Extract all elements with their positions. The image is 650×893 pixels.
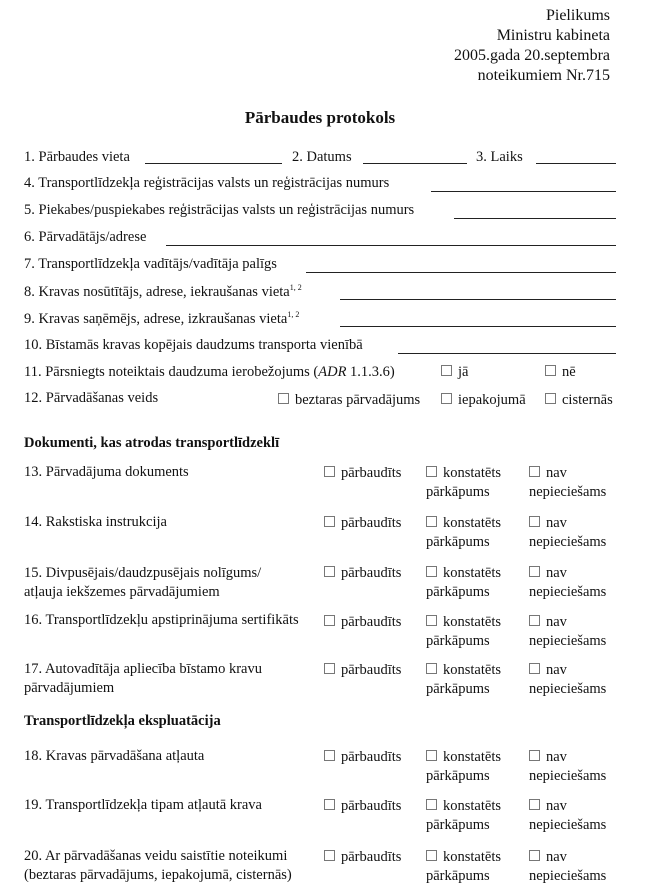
- field-12-opt-packaged[interactable]: iepakojumā: [441, 392, 526, 409]
- item-20-violation[interactable]: konstatēts pārkāpums: [426, 849, 501, 884]
- field-12-opt-bulk[interactable]: beztaras pārvadājums: [278, 392, 420, 409]
- field-11-label: 11. Pārsniegts noteiktais daudzuma ierobežojums (ADR 1.1.3.6): [24, 364, 395, 380]
- item-16-checked[interactable]: pārbaudīts: [324, 613, 401, 632]
- field-7-input[interactable]: [306, 272, 616, 273]
- item-18-checked[interactable]: pārbaudīts: [324, 748, 401, 767]
- field-12-opt-tank[interactable]: cisternās: [545, 392, 613, 409]
- item-18-label: 18. Kravas pārvadāšana atļauta: [24, 748, 205, 764]
- field-5-input[interactable]: [454, 218, 616, 219]
- field-time-input[interactable]: [536, 163, 616, 164]
- checkbox-icon[interactable]: [426, 663, 437, 674]
- field-5-label: 5. Piekabes/puspiekabes reģistrācijas valsts un reģistrācijas numurs: [24, 202, 415, 218]
- field-12-label: 12. Pārvadāšanas veids: [24, 390, 159, 406]
- checkbox-icon[interactable]: [426, 615, 437, 626]
- field-8-label: 8. Kravas nosūtītājs, adrese, iekraušanas vieta$^{1, 2}$: [24, 283, 302, 300]
- checkbox-icon[interactable]: [324, 850, 335, 861]
- checkbox-icon[interactable]: [529, 566, 540, 577]
- item-13-not-needed[interactable]: nav nepieciešams: [529, 465, 607, 500]
- item-14-checked[interactable]: pārbaudīts: [324, 514, 401, 533]
- field-11-yes[interactable]: jā: [441, 364, 468, 381]
- item-14-label: 14. Rakstiska instrukcija: [24, 514, 167, 530]
- checkbox-icon[interactable]: [278, 393, 289, 404]
- field-11-no[interactable]: nē: [545, 364, 576, 381]
- checkbox-icon[interactable]: [426, 799, 437, 810]
- item-20-not-needed[interactable]: nav nepieciešams: [529, 849, 607, 884]
- item-15-label: 15. Divpusējais/daudzpusējais nolīgums/ atļauja iekšzemes pārvadājumiem: [24, 565, 262, 600]
- checkbox-icon[interactable]: [426, 850, 437, 861]
- field-10-label: 10. Bīstamās kravas kopējais daudzums transporta vienībā: [24, 337, 363, 353]
- field-9-input[interactable]: [340, 326, 616, 327]
- item-17-checked[interactable]: pārbaudīts: [324, 661, 401, 680]
- checkbox-icon[interactable]: [529, 615, 540, 626]
- field-10-input[interactable]: [398, 353, 616, 354]
- checkbox-icon[interactable]: [529, 799, 540, 810]
- checkbox-icon[interactable]: [529, 663, 540, 674]
- item-19-checked[interactable]: pārbaudīts: [324, 797, 401, 816]
- checkbox-icon[interactable]: [426, 516, 437, 527]
- checkbox-icon[interactable]: [324, 799, 335, 810]
- checkbox-icon[interactable]: [529, 750, 540, 761]
- checkbox-icon[interactable]: [324, 750, 335, 761]
- field-4-input[interactable]: [431, 191, 616, 192]
- item-15-not-needed[interactable]: nav nepieciešams: [529, 565, 607, 600]
- field-date-input[interactable]: [363, 163, 467, 164]
- item-17-violation[interactable]: konstatēts pārkāpums: [426, 662, 501, 697]
- item-13-checked[interactable]: pārbaudīts: [324, 464, 401, 483]
- checkbox-icon[interactable]: [441, 365, 452, 376]
- field-9-label: 9. Kravas saņēmējs, adrese, izkraušanas vieta$^{1, 2}$: [24, 310, 300, 327]
- checkbox-icon[interactable]: [545, 393, 556, 404]
- field-8-input[interactable]: [340, 299, 616, 300]
- page-title: Pārbaudes protokols: [244, 108, 396, 127]
- header-line-3: 2005.gada 20.septembra: [454, 47, 610, 64]
- field-place-input[interactable]: [145, 163, 282, 164]
- item-17-label: 17. Autovadītāja apliecība bīstamo kravu pārvadājumiem: [24, 661, 262, 696]
- item-18-not-needed[interactable]: nav nepieciešams: [529, 749, 607, 784]
- field-time-label: 3. Laiks: [476, 149, 523, 165]
- checkbox-icon[interactable]: [324, 663, 335, 674]
- checkbox-icon[interactable]: [529, 466, 540, 477]
- item-20-checked[interactable]: pārbaudīts: [324, 848, 401, 867]
- checkbox-icon[interactable]: [324, 566, 335, 577]
- item-13-violation[interactable]: konstatēts pārkāpums: [426, 465, 501, 500]
- field-6-input[interactable]: [166, 245, 616, 246]
- checkbox-icon[interactable]: [529, 516, 540, 527]
- field-6-label: 6. Pārvadātājs/adrese: [24, 229, 147, 245]
- field-date-label: 2. Datums: [292, 149, 352, 165]
- item-17-not-needed[interactable]: nav nepieciešams: [529, 662, 607, 697]
- item-16-label: 16. Transportlīdzekļu apstiprinājuma sertifikāts: [24, 612, 299, 628]
- item-19-violation[interactable]: konstatēts pārkāpums: [426, 798, 501, 833]
- checkbox-icon[interactable]: [324, 615, 335, 626]
- checkbox-icon[interactable]: [545, 365, 556, 376]
- header-line-1: Pielikums: [545, 7, 610, 24]
- checkbox-icon[interactable]: [324, 516, 335, 527]
- item-14-violation[interactable]: konstatēts pārkāpums: [426, 515, 501, 550]
- item-15-checked[interactable]: pārbaudīts: [324, 564, 401, 583]
- item-19-label: 19. Transportlīdzekļa tipam atļautā krava: [24, 797, 262, 813]
- item-13-label: 13. Pārvadājuma dokuments: [24, 464, 189, 480]
- checkbox-icon[interactable]: [324, 466, 335, 477]
- field-place-label: 1. Pārbaudes vieta: [24, 149, 130, 165]
- checkbox-icon[interactable]: [426, 466, 437, 477]
- item-14-not-needed[interactable]: nav nepieciešams: [529, 515, 607, 550]
- checkbox-icon[interactable]: [529, 850, 540, 861]
- field-4-label: 4. Transportlīdzekļa reģistrācijas valsts un reģistrācijas numurs: [24, 175, 390, 191]
- section-operation-title: Transportlīdzekļa ekspluatācija: [24, 713, 221, 729]
- header-line-4: noteikumiem Nr.715: [477, 67, 610, 84]
- item-16-not-needed[interactable]: nav nepieciešams: [529, 614, 607, 649]
- field-7-label: 7. Transportlīdzekļa vadītājs/vadītāja palīgs: [24, 256, 277, 272]
- item-20-label: 20. Ar pārvadāšanas veidu saistītie noteikumi (beztaras pārvadājums, iepakojumā, cisternās): [24, 848, 292, 883]
- checkbox-icon[interactable]: [426, 566, 437, 577]
- header-line-2: Ministru kabineta: [496, 27, 610, 44]
- item-16-violation[interactable]: konstatēts pārkāpums: [426, 614, 501, 649]
- item-15-violation[interactable]: konstatēts pārkāpums: [426, 565, 501, 600]
- item-19-not-needed[interactable]: nav nepieciešams: [529, 798, 607, 833]
- section-documents-title: Dokumenti, kas atrodas transportlīdzeklī: [24, 435, 280, 451]
- checkbox-icon[interactable]: [426, 750, 437, 761]
- checkbox-icon[interactable]: [441, 393, 452, 404]
- item-18-violation[interactable]: konstatēts pārkāpums: [426, 749, 501, 784]
